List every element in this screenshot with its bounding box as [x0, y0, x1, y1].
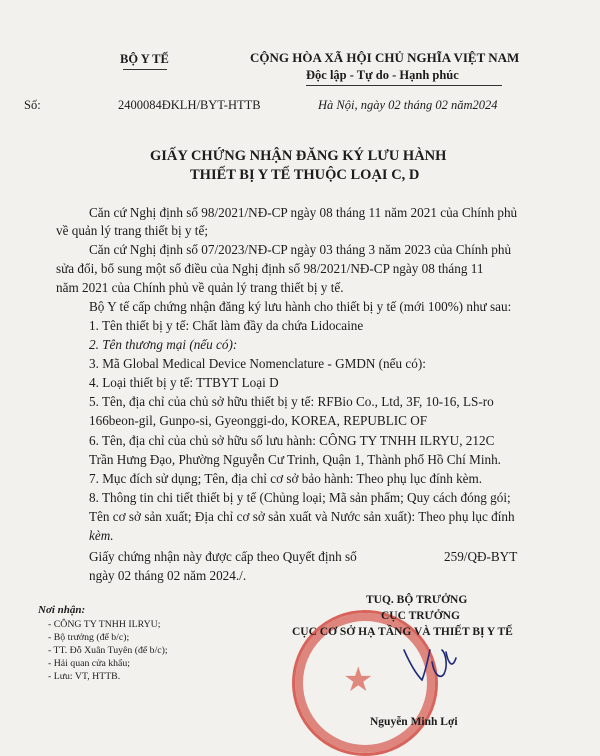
ministry-name: BỘ Y TẾ: [120, 52, 169, 66]
item-line: 1. Tên thiết bị y tế: Chất làm đầy da chứa Lidocaine: [89, 318, 364, 333]
item-line: Trần Hưng Đạo, Phường Nguyễn Cư Trinh, Quận 1, Thành phố Hồ Chí Minh.: [89, 452, 501, 467]
item-line: 4. Loại thiết bị y tế: TTBYT Loại D: [89, 375, 279, 390]
item-line: 3. Mã Global Medical Device Nomenclature - GMDN (nếu có):: [89, 356, 426, 371]
recipient-item: - CÔNG TY TNHH ILRYU;: [48, 619, 161, 630]
signer-name: Nguyễn Minh Lợi: [370, 716, 458, 728]
item-line: Tên cơ sở sản xuất; Địa chỉ cơ sở sản xuất và Nước sản xuất): Theo phụ lục đính: [89, 509, 515, 524]
signature-title: CỤC TRƯỞNG: [381, 610, 460, 622]
national-motto: Độc lập - Tự do - Hạnh phúc: [306, 68, 459, 82]
decision-line: Giấy chứng nhận này được cấp theo Quyết định số: [89, 549, 357, 564]
ministry-underline: [123, 69, 167, 70]
decision-number: 259/QĐ-BYT: [444, 549, 518, 564]
decision-date: ngày 02 tháng 02 năm 2024./.: [89, 568, 247, 583]
recipient-item: - Bộ trưởng (để b/c);: [48, 632, 130, 643]
doc-title-line-2: THIẾT BỊ Y TẾ THUỘC LOẠI C, D: [190, 167, 420, 183]
recipients-title: Nơi nhận:: [38, 604, 86, 616]
signature-department: CỤC CƠ SỞ HẠ TẦNG VÀ THIẾT BỊ Y TẾ: [292, 626, 513, 638]
signature-authority: TUQ. BỘ TRƯỞNG: [366, 594, 468, 606]
recipient-item: - TT. Đỗ Xuân Tuyên (để b/c);: [48, 645, 168, 656]
motto-underline: [306, 85, 502, 86]
body-line: Bộ Y tế cấp chứng nhận đăng ký lưu hành cho thiết bị y tế (mới 100%) như sau:: [89, 299, 512, 314]
body-line: sửa đổi, bổ sung một số điều của Nghị định số 98/2021/NĐ-CP ngày 08 tháng 11: [56, 261, 484, 276]
item-line: 7. Mục đích sử dụng; Tên, địa chỉ cơ sở bảo hành: Theo phụ lục đính kèm.: [89, 471, 483, 486]
handwritten-signature: [398, 640, 458, 690]
item-line: 166beon-gil, Gunpo-si, Gyeonggi-do, KOREA, REPUBLIC OF: [89, 413, 428, 428]
place-date: Hà Nội, ngày 02 tháng 02 năm2024: [318, 98, 498, 112]
nation-name: CỘNG HÒA XÃ HỘI CHỦ NGHĨA VIỆT NAM: [250, 50, 520, 65]
body-line: Căn cứ Nghị định số 98/2021/NĐ-CP ngày 08 tháng 11 năm 2021 của Chính phủ: [89, 205, 518, 220]
body-line: năm 2021 của Chính phủ về quản lý trang thiết bị y tế.: [56, 280, 344, 295]
body-line: Căn cứ Nghị định số 07/2023/NĐ-CP ngày 03 tháng 3 năm 2023 của Chính phủ: [89, 242, 512, 257]
item-line: 8. Thông tin chi tiết thiết bị y tế (Chủng loại; Mã sản phẩm; Quy cách đóng gói;: [89, 490, 511, 505]
recipient-item: - Hải quan cửa khẩu;: [48, 658, 131, 669]
body-line: về quản lý trang thiết bị y tế;: [56, 223, 208, 238]
item-line: 6. Tên, địa chỉ của chủ sở hữu số lưu hành: CÔNG TY TNHH ILRYU, 212C: [89, 433, 495, 448]
doc-number: 2400084ĐKLH/BYT-HTTB: [118, 98, 261, 112]
recipient-item: - Lưu: VT, HTTB.: [48, 671, 121, 682]
doc-title-line-1: GIẤY CHỨNG NHẬN ĐĂNG KÝ LƯU HÀNH: [150, 148, 447, 164]
item-line: kèm.: [89, 528, 114, 543]
stamp-emblem-icon: ★: [343, 662, 374, 699]
item-line: 2. Tên thương mại (nếu có):: [89, 337, 238, 352]
doc-number-label: Số:: [24, 98, 41, 112]
item-line: 5. Tên, địa chỉ của chủ sở hữu thiết bị y tế: RFBio Co., Ltd, 3F, 10-16, LS-ro: [89, 394, 494, 409]
